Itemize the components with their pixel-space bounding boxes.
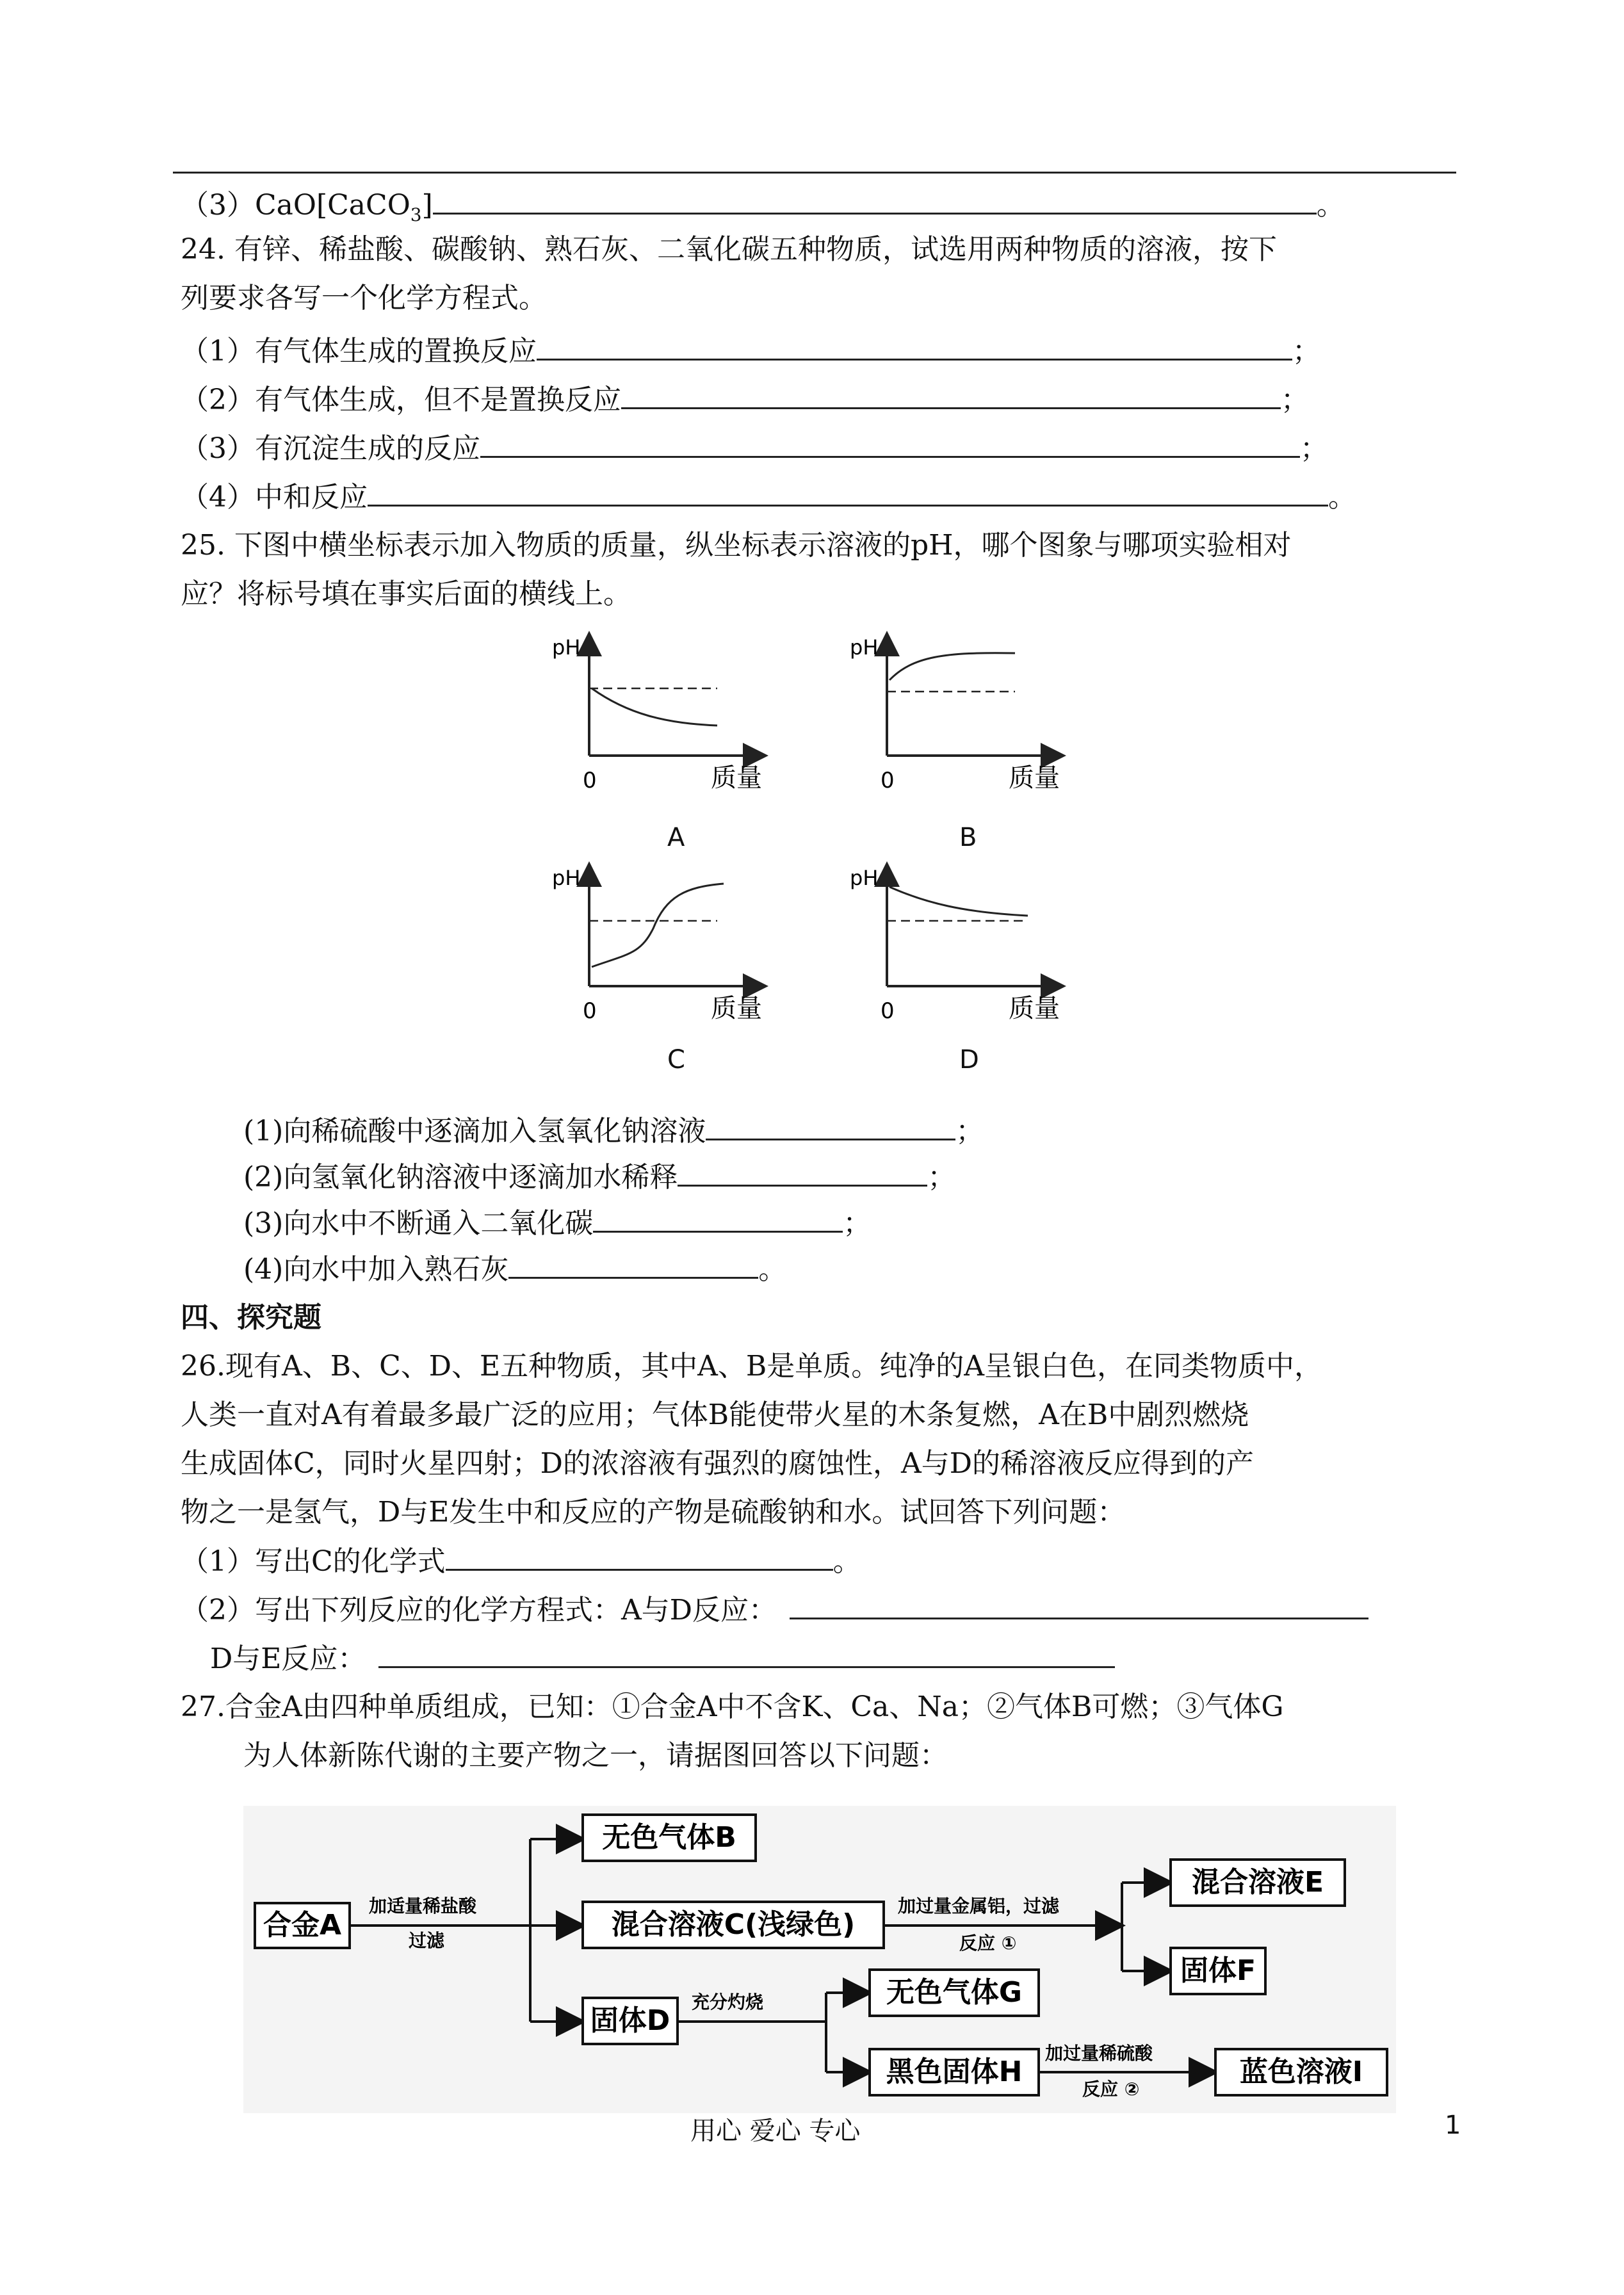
svg-text:混合溶液E: 混合溶液E — [1191, 1866, 1324, 1899]
answer-blank[interactable] — [368, 479, 1328, 507]
svg-text:无色气体G: 无色气体G — [886, 1976, 1023, 2009]
svg-text:无色气体B: 无色气体B — [602, 1821, 736, 1854]
q25-item1: (1)向稀硫酸中逐滴加入氢氧化钠溶液 ； — [243, 1113, 984, 1149]
q26-line4: 物之一是氢气，D与E发生中和反应的产物是硫酸钠和水。试回答下列问题： — [181, 1496, 1126, 1529]
q23-item3: （3）CaO[CaCO$_3$] 。 — [181, 187, 1345, 233]
q24-line1: 24. 有锌、稀盐酸、碳酸钠、熟石灰、二氧化碳五种物质，试选用两种物质的溶液，按下 — [181, 233, 1277, 266]
svg-text:混合溶液C(浅绿色): 混合溶液C(浅绿色) — [611, 1908, 856, 1941]
svg-text:质量: 质量 — [1009, 763, 1060, 793]
svg-text:合金A: 合金A — [263, 1909, 342, 1942]
graph-label-c: C — [667, 1045, 685, 1075]
graph-b — [850, 635, 1060, 793]
q25-item4: (4)向水中加入熟石灰 。 — [243, 1251, 786, 1288]
flow-chart — [243, 1806, 1396, 2113]
q27-line1: 27.合金A由四种单质组成，已知：①合金A中不含K、Ca、Na；②气体B可燃；③气体G — [181, 1691, 1284, 1723]
svg-text:固体D: 固体D — [590, 2004, 670, 2037]
graph-label-a: A — [667, 823, 685, 852]
page-number: 1 — [1445, 2111, 1461, 2140]
q26-item1: （1）写出C的化学式 。 — [181, 1543, 861, 1580]
q25-item3: (3)向水中不断通入二氧化碳 ； — [243, 1205, 871, 1242]
step4-label: 加过量稀硫酸 — [1045, 2043, 1153, 2064]
axis-x-label: 质量 — [711, 763, 762, 793]
q24-item1: （1）有气体生成的置换反应 ； — [181, 333, 1320, 369]
svg-text:pH: pH — [552, 866, 581, 890]
axis-y-label: pH — [552, 635, 581, 660]
graph-c — [552, 866, 762, 1024]
q25-item2: (2)向氢氧化钠溶液中逐滴加水稀释 ； — [243, 1159, 955, 1196]
graph-d — [850, 866, 1060, 1024]
q24-item3: （3）有沉淀生成的反应 ； — [181, 430, 1328, 467]
graph-label-b: B — [959, 823, 977, 852]
q26-line2: 人类一直对A有着最多最广泛的应用；气体B能使带火星的木条复燃，A在B中剧烈燃烧 — [181, 1399, 1249, 1431]
q25-line1: 25. 下图中横坐标表示加入物质的质量，纵坐标表示溶液的pH，哪个图象与哪项实验相对 — [181, 529, 1292, 562]
axis-origin: 0 — [583, 768, 597, 793]
step1-label: 加适量稀盐酸 — [369, 1895, 477, 1917]
q24-line2: 列要求各写一个化学方程式。 — [181, 282, 547, 314]
section-title: 四、探究题 — [181, 1301, 321, 1334]
svg-text:蓝色溶液I: 蓝色溶液I — [1239, 2056, 1363, 2088]
svg-text:0: 0 — [881, 998, 895, 1024]
svg-text:pH: pH — [850, 866, 879, 890]
footer-text: 用心 爱心 专心 — [690, 2116, 861, 2146]
answer-blank[interactable] — [706, 1113, 955, 1140]
svg-text:0: 0 — [881, 768, 895, 793]
answer-blank[interactable] — [537, 333, 1292, 361]
q24-item2: （2）有气体生成，但不是置换反应 ； — [181, 382, 1309, 418]
answer-blank[interactable] — [593, 1205, 843, 1233]
svg-text:质量: 质量 — [1009, 994, 1060, 1023]
q26-item2b: D与E反应： — [210, 1641, 1115, 1677]
q27-line2: 为人体新陈代谢的主要产物之一，请据图回答以下问题： — [243, 1739, 948, 1772]
answer-blank[interactable] — [480, 430, 1300, 458]
q26-line1: 26.现有A、B、C、D、E五种物质，其中A、B是单质。纯净的A呈银白色，在同类物质中， — [181, 1350, 1323, 1383]
svg-text:固体F: 固体F — [1180, 1954, 1256, 1987]
svg-text:反应 ②: 反应 ② — [1082, 2079, 1140, 2100]
svg-text:过滤: 过滤 — [409, 1930, 445, 1951]
step2-label: 加过量金属铝，过滤 — [898, 1895, 1060, 1917]
step3-label: 充分灼烧 — [692, 1991, 764, 2013]
svg-text:质量: 质量 — [711, 994, 762, 1023]
answer-blank[interactable] — [790, 1592, 1368, 1619]
svg-text:反应 ①: 反应 ① — [959, 1933, 1017, 1954]
ph-graphs — [538, 628, 1101, 1076]
graph-a — [552, 635, 762, 793]
answer-blank[interactable] — [508, 1251, 758, 1279]
answer-blank[interactable] — [678, 1159, 927, 1187]
answer-blank[interactable] — [621, 382, 1281, 409]
graph-label-d: D — [959, 1045, 979, 1075]
svg-text:0: 0 — [583, 998, 597, 1024]
q25-line2: 应？将标号填在事实后面的横线上。 — [181, 578, 631, 610]
q26-item2: （2）写出下列反应的化学方程式：A与D反应： — [181, 1592, 1368, 1628]
answer-blank[interactable] — [433, 187, 1317, 215]
q24-item4: （4）中和反应 。 — [181, 479, 1356, 515]
svg-text:pH: pH — [850, 635, 879, 660]
answer-blank[interactable] — [446, 1543, 833, 1571]
header-rule — [173, 172, 1456, 174]
q26-line3: 生成固体C，同时火星四射；D的浓溶液有强烈的腐蚀性，A与D的稀溶液反应得到的产 — [181, 1447, 1254, 1480]
svg-text:黑色固体H: 黑色固体H — [886, 2056, 1023, 2088]
answer-blank[interactable] — [378, 1641, 1115, 1668]
